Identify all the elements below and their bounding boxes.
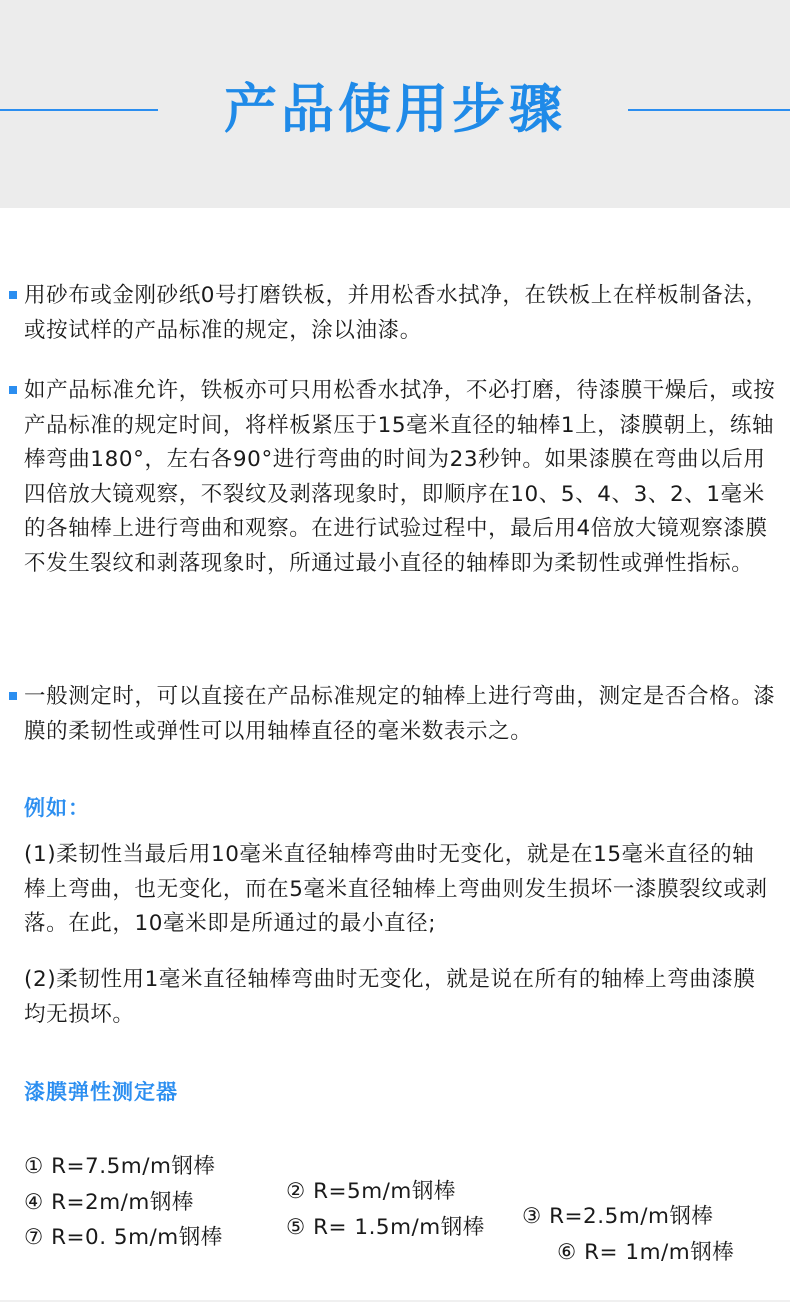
example-item: (2)柔韧性用1毫米直径轴棒弯曲时无变化，就是说在所有的轴棒上弯曲漆膜均无损坏。 bbox=[24, 967, 756, 1027]
step-paragraph: 一般测定时，可以直接在产品标准规定的轴棒上进行弯曲，测定是否合格。漆膜的柔韧性或弹性可以用轴棒直径的毫米数表示之。 bbox=[24, 684, 776, 744]
step-paragraph: 用砂布或金刚砂纸0号打磨铁板，并用松香水拭净，在铁板上在样板制备法，或按试样的产品标准的规定，涂以油漆。 bbox=[24, 283, 768, 343]
spec-item: ③ R=2.5m/m钢棒 bbox=[522, 1204, 714, 1229]
bullet-icon bbox=[9, 386, 17, 394]
tester-heading: 漆膜弹性测定器 bbox=[24, 1080, 178, 1104]
spec-item: ⑦ R=0. 5m/m钢棒 bbox=[24, 1225, 223, 1250]
spec-item: ① R=7.5m/m钢棒 bbox=[24, 1154, 216, 1179]
header-banner bbox=[0, 0, 790, 208]
spec-item: ② R=5m/m钢棒 bbox=[286, 1179, 456, 1204]
spec-item: ⑥ R= 1m/m钢棒 bbox=[557, 1240, 735, 1265]
bullet-icon bbox=[9, 291, 17, 299]
bullet-icon bbox=[9, 692, 17, 700]
spec-item: ⑤ R= 1.5m/m钢棒 bbox=[286, 1215, 485, 1240]
page-title: 产品使用步骤 bbox=[224, 79, 566, 140]
step-paragraph: 如产品标准允许，铁板亦可只用松香水拭净，不必打磨，待漆膜干燥后，或按产品标准的规定时间，将样板紧压于15毫米直径的轴棒1上，漆膜朝上，练轴棒弯曲180°，左右各90°进行弯曲的时间为23秒钟。如果漆膜在弯曲以后用四倍放大镜观察，不裂纹及剥落现象时，即顺序在10、5、4、3、2、1毫米的各轴棒上进行弯曲和观察。在进行试验过程中，最后用4倍放大镜观察漆膜不发生裂纹和剥落现象时，所通过最小直径的轴棒即为柔韧性或弹性指标。 bbox=[24, 378, 776, 576]
example-item: (1)柔韧性当最后用10毫米直径轴棒弯曲时无变化，就是在15毫米直径的轴棒上弯曲，也无变化，而在5毫米直径轴棒上弯曲则发生损坏一漆膜裂纹或剥落。在此，10毫米即是所通过的最小直径; bbox=[24, 842, 768, 936]
footer-divider bbox=[0, 1300, 790, 1302]
example-heading: 例如： bbox=[24, 796, 90, 820]
header-divider-right bbox=[628, 109, 790, 111]
spec-item: ④ R=2m/m钢棒 bbox=[24, 1190, 194, 1215]
